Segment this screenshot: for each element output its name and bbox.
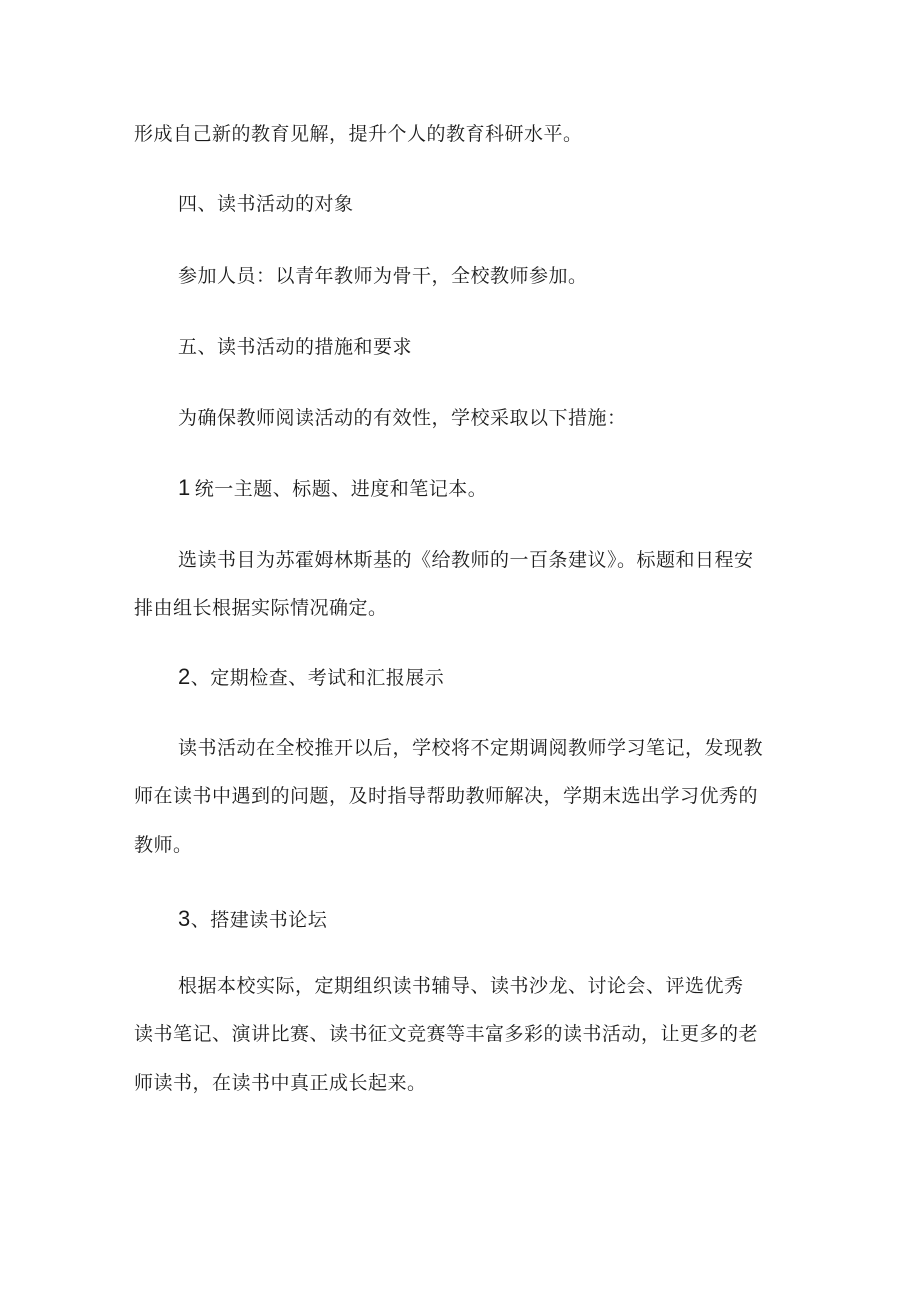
item-2-body-line-3: 教师。 [134, 834, 193, 856]
participants-text: 参加人员：以青年教师为骨干，全校教师参加。 [178, 265, 588, 287]
item-1-title: 统一主题、标题、进度和笔记本。 [194, 478, 488, 500]
item-3-body-line-2: 读书笔记、演讲比赛、读书征文竞赛等丰富多彩的读书活动，让更多的老 [134, 1023, 759, 1045]
item-2-body-line-2: 师在读书中遇到的问题，及时指导帮助教师解决，学期末选出学习优秀的 [134, 785, 759, 807]
section-4-heading: 四、读书活动的对象 [178, 193, 354, 215]
item-1-number: 1 [178, 475, 191, 500]
item-3-number: 3 [178, 906, 191, 931]
item-2-number: 2 [178, 664, 191, 689]
item-1-body-line-1: 选读书目为苏霍姆林斯基的《给教师的一百条建议》。标题和日程安 [178, 549, 754, 571]
item-3-body-line-1: 根据本校实际，定期组织读书辅导、读书沙龙、讨论会、评选优秀 [178, 975, 744, 997]
item-3-heading [178, 907, 327, 932]
item-2-title: 、定期检查、考试和汇报展示 [190, 667, 445, 689]
measures-intro: 为确保教师阅读活动的有效性，学校采取以下措施： [178, 407, 627, 429]
continuation-line: 形成自己新的教育见解，提升个人的教育科研水平。 [134, 123, 583, 145]
item-3-title: 、搭建读书论坛 [190, 909, 328, 931]
item-2-heading [178, 665, 444, 690]
item-3-body-line-3: 师读书，在读书中真正成长起来。 [134, 1072, 427, 1094]
section-5-heading: 五、读书活动的措施和要求 [178, 336, 413, 358]
item-1-body-line-2: 排由组长根据实际情况确定。 [134, 597, 388, 619]
item-2-body-line-1: 读书活动在全校推开以后，学校将不定期调阅教师学习笔记，发现教 [178, 737, 764, 759]
item-1-heading [178, 476, 487, 501]
